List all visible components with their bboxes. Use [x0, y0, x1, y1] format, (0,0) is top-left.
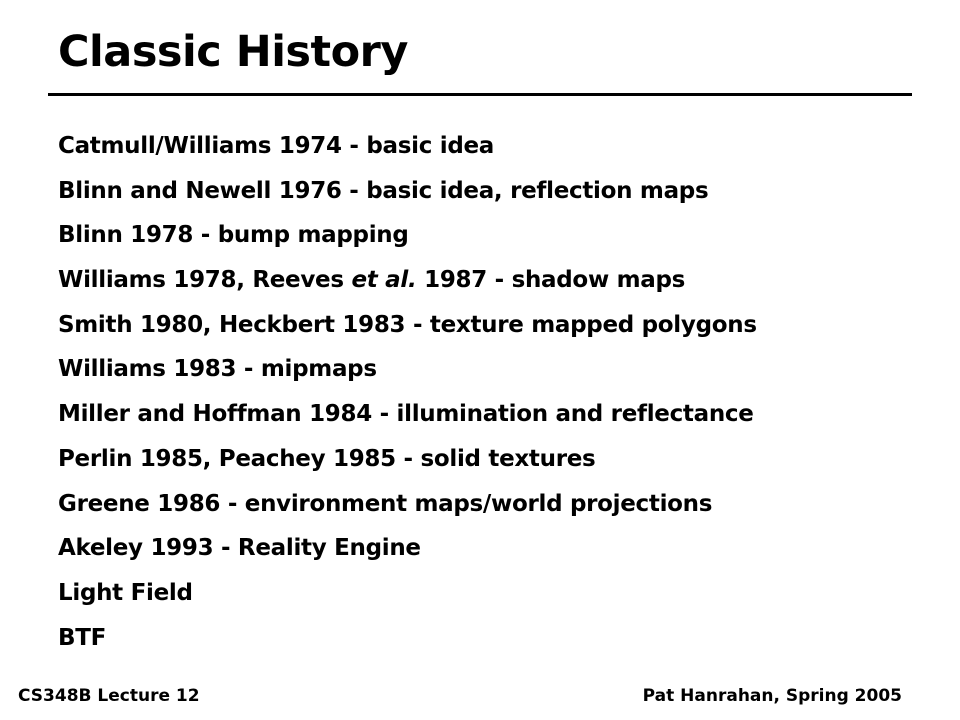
list-item	[58, 571, 757, 616]
list-item	[58, 616, 757, 661]
slide-title: Classic History	[58, 27, 408, 77]
list-item	[58, 482, 757, 527]
list-item	[58, 526, 757, 571]
item-text: Williams 1978, Reeves	[58, 267, 352, 294]
item-emphasis: et al.	[351, 267, 417, 294]
list-item	[58, 392, 757, 437]
list-item	[58, 258, 757, 303]
item-text: Smith 1980, Heckbert 1983 - texture mapped polygons	[58, 311, 757, 338]
history-list	[58, 124, 757, 660]
footer-author-label: Pat Hanrahan, Spring 2005	[642, 686, 902, 706]
list-item	[58, 347, 757, 392]
list-item	[58, 303, 757, 348]
item-text: Perlin 1985, Peachey 1985 - solid textures	[58, 445, 596, 472]
item-text: BTF	[58, 624, 107, 651]
list-item	[58, 437, 757, 482]
item-text: Light Field	[58, 579, 193, 606]
item-text: Miller and Hoffman 1984 - illumination and reflectance	[58, 401, 754, 428]
list-item	[58, 124, 757, 169]
item-text-tail: 1987 - shadow maps	[416, 267, 686, 294]
list-item	[58, 213, 757, 258]
list-item	[58, 169, 757, 214]
item-text: Greene 1986 - environment maps/world projections	[58, 490, 713, 517]
item-text: Catmull/Williams 1974 - basic idea	[58, 133, 495, 159]
footer-course-label: CS348B Lecture 12	[18, 686, 200, 706]
item-text: Akeley 1993 - Reality Engine	[58, 535, 421, 562]
item-text: Williams 1983 - mipmaps	[58, 356, 377, 383]
title-underline	[48, 93, 912, 96]
item-text: Blinn 1978 - bump mapping	[58, 222, 409, 249]
item-text: Blinn and Newell 1976 - basic idea, reflection maps	[58, 177, 709, 204]
